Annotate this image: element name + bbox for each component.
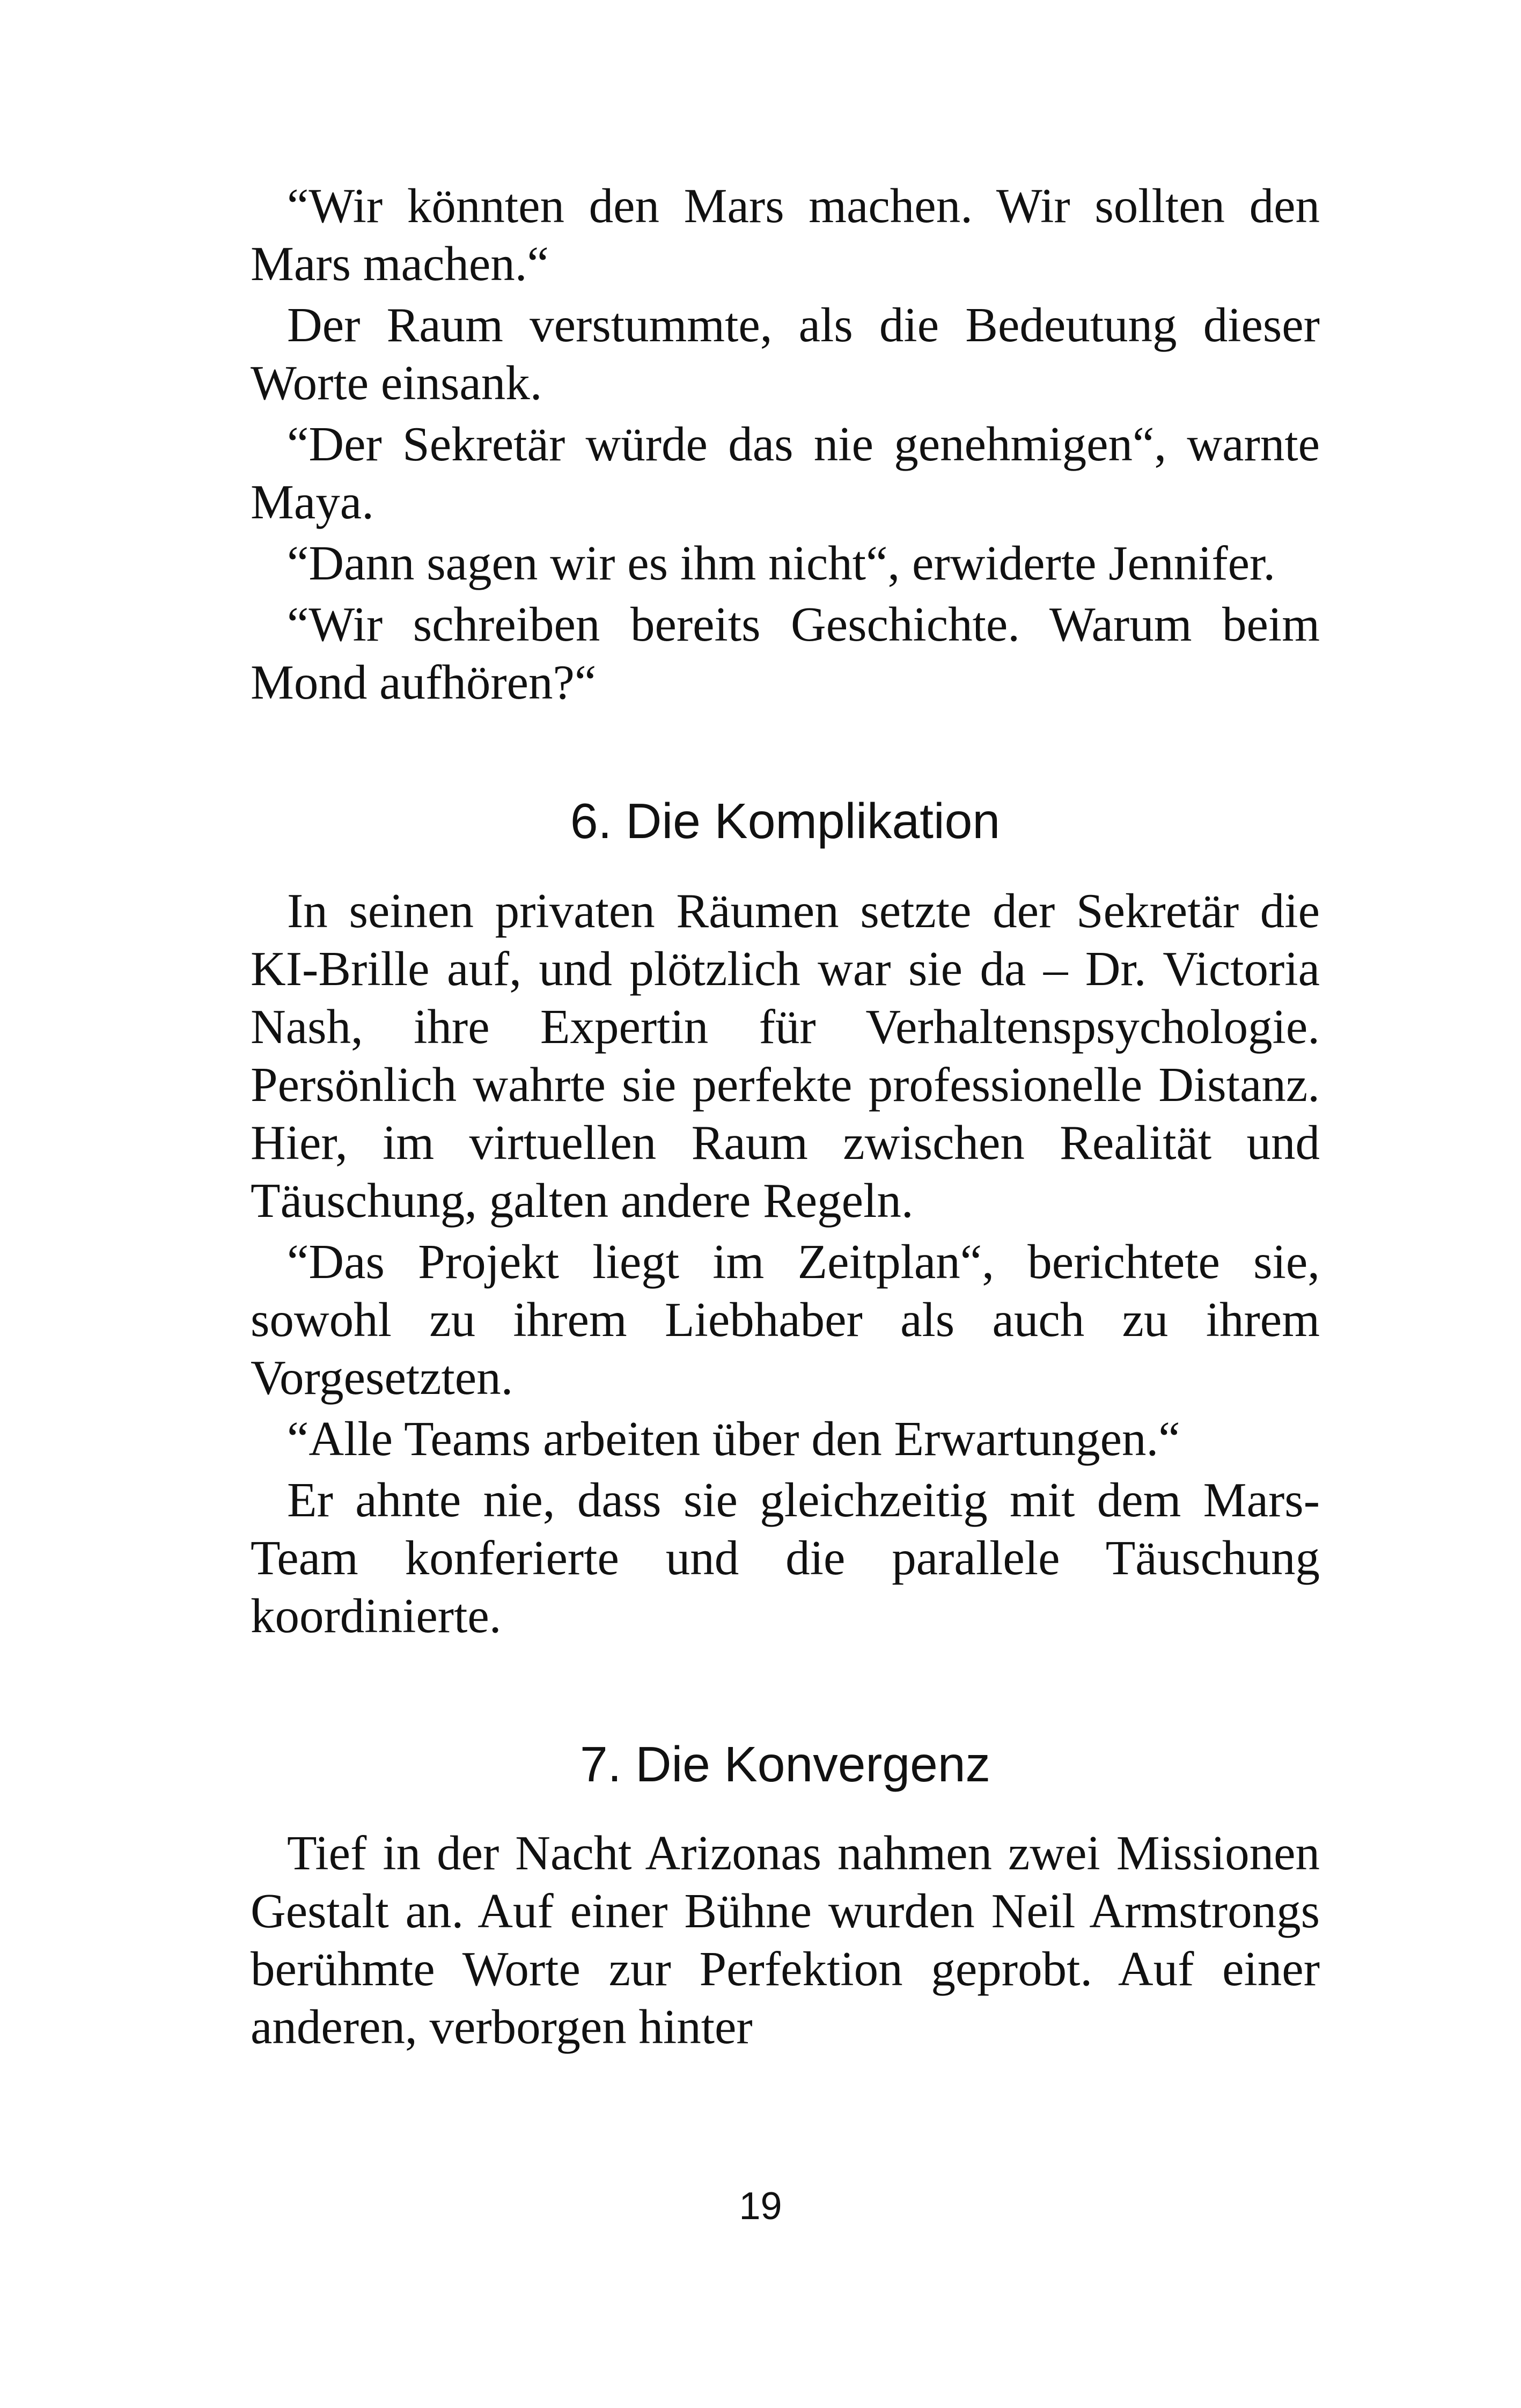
paragraph: “Das Projekt liegt im Zeitplan“, berichtete sie, sowohl zu ihrem Liebhaber als auch zu ihrem Vorgesetzten. [251, 1235, 1320, 1405]
paragraph: “Wir schreiben bereits Geschichte. Warum beim Mond aufhören?“ [251, 597, 1320, 709]
paragraph: Der Raum verstummte, als die Bedeutung dieser Worte einsank. [251, 298, 1320, 410]
paragraph: Er ahnte nie, dass sie gleichzeitig mit dem Mars-Team konferierte und die parallele Täuschung koordinierte. [251, 1473, 1320, 1643]
page-number: 19 [739, 2185, 782, 2228]
paragraph: “Der Sekretär würde das nie genehmigen“, warnte Maya. [251, 417, 1320, 529]
text-column [251, 177, 1320, 2059]
paragraph: “Wir könnten den Mars machen. Wir sollten den Mars machen.“ [251, 179, 1320, 291]
paragraph: Tief in der Nacht Arizonas nahmen zwei Missionen Gestalt an. Auf einer Bühne wurden Neil Armstrongs berühmte Worte zur Perfektion geprobt. Auf einer anderen, verborgen hinter [251, 1826, 1320, 2054]
paragraph: In seinen privaten Räumen setzte der Sekretär die KI-Brille auf, und plötzlich war sie da – Dr. Victoria Nash, ihre Expertin für Verhaltenspsychologie. Persönlich wahrte sie perfekte professionelle Distanz. Hier, im virtuellen Raum zwischen Realität und Täuschung, galten andere Regeln. [251, 884, 1320, 1228]
section-heading-7: 7. Die Konvergenz [579, 1736, 991, 1792]
paragraph: “Alle Teams arbeiten über den Erwartungen.“ [287, 1412, 1180, 1466]
section-heading-6: 6. Die Komplikation [570, 793, 1001, 849]
paragraph: “Dann sagen wir es ihm nicht“, erwiderte Jennifer. [287, 536, 1276, 590]
